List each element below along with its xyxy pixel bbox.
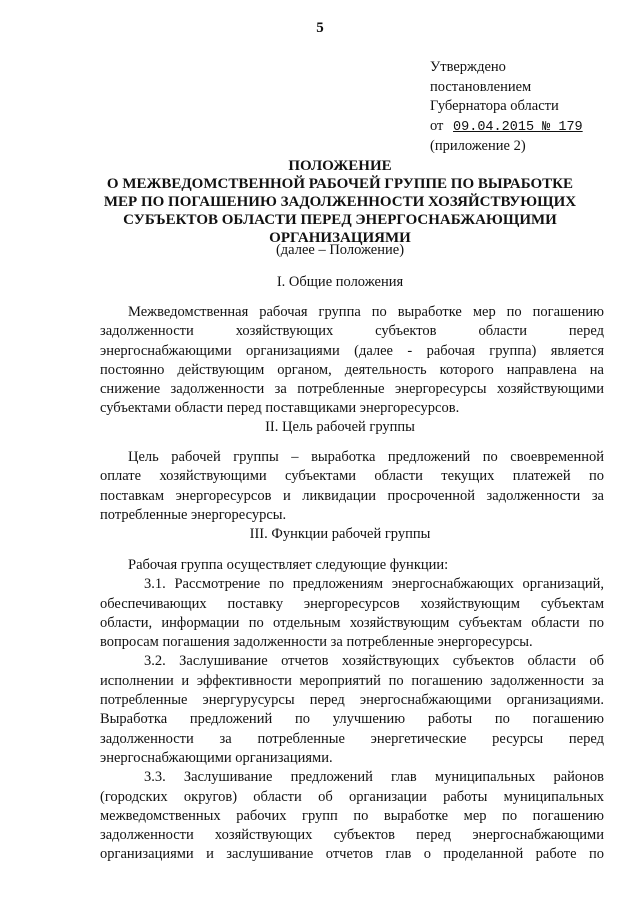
approval-line: Губернатора области <box>430 98 559 114</box>
paragraph-line: субъектами области перед поставщиками энергоресурсов. <box>100 400 460 417</box>
paragraph-line: обеспечивающих поставку энергоресурсов хозяйствующим субъектам <box>100 595 604 612</box>
section-heading: II. Цель рабочей группы <box>265 419 415 435</box>
paragraph <box>100 303 604 419</box>
paragraph-line: поставкам энергоресурсов и ликвидации просроченной задолженности за <box>100 487 604 504</box>
paragraph-line: снижение задолженности за потребленные энергоресурсы хозяйствующими <box>100 381 604 398</box>
section-heading: III. Функции рабочей группы <box>249 526 431 542</box>
page-number: 5 <box>316 20 324 36</box>
approval-line: (приложение 2) <box>430 138 526 154</box>
paragraph-line: энергоснабжающими организациями (далее - рабочая группа) является <box>100 342 604 359</box>
paragraph-line: Межведомственная рабочая группа по выработке мер по погашению <box>128 304 604 320</box>
title-line: МЕР ПО ПОГАШЕНИЮ ЗАДОЛЖЕННОСТИ ХОЗЯЙСТВУЮЩИХ <box>103 194 577 210</box>
approval-prefix: от <box>430 117 444 134</box>
paragraph <box>100 556 604 865</box>
paragraph-line: задолженности за потребленные энергетические ресурсы перед <box>100 730 604 747</box>
approval-date-number: 09.04.2015 № 179 <box>453 119 583 135</box>
approval-line: постановлением <box>430 78 532 95</box>
paragraph-line: вопросам погашения задолженности за потребленные энергоресурсы. <box>100 634 533 651</box>
approval-line: Утверждено <box>430 59 506 75</box>
paragraph-line: потребленные энергурусурсы перед энергоснабжающими организациями. <box>100 692 604 709</box>
paragraph <box>100 448 604 525</box>
paragraph-line: оплате хозяйствующими субъектами области текущих платежей по <box>100 468 604 485</box>
paragraph-line: межведомственных рабочих групп по выработке мер по погашению <box>100 807 604 824</box>
approval-date-line <box>430 117 583 138</box>
paragraph-line: постоянно действующим органом, деятельность которого направлена на <box>100 361 604 378</box>
title-line: ОРГАНИЗАЦИЯМИ <box>269 230 411 246</box>
paragraph-line: 3.3. Заслушивание предложений глав муниципальных районов <box>144 769 604 786</box>
paragraph-line: задолженности хозяйствующих субъектов перед энергоснабжающими <box>100 827 604 844</box>
title-line: ПОЛОЖЕНИЕ <box>288 158 392 174</box>
paragraph-line: Цель рабочей группы – выработка предложений по своевременной <box>128 449 604 465</box>
paragraph-line: области, информации по отдельным хозяйствующим субъектам области по <box>100 614 604 631</box>
paragraph-line: 3.2. Заслушивание отчетов хозяйствующих субъектов области об <box>144 653 604 670</box>
paragraph-line: организациями и заслушивание отчетов глав о проделанной работе по <box>100 846 604 863</box>
title-line: СУБЪЕКТОВ ОБЛАСТИ ПЕРЕД ЭНЕРГОСНАБЖАЮЩИМИ <box>123 212 557 228</box>
paragraph-line: энергоснабжающими организациями. <box>100 749 333 766</box>
paragraph-line: Выработка предложений по улучшению работы по погашению <box>100 711 604 728</box>
section-heading: I. Общие положения <box>276 274 404 290</box>
approval-stamp <box>430 58 583 157</box>
document-title <box>60 157 620 247</box>
document-subtitle: (далее – Положение) <box>275 242 405 258</box>
paragraph-line: задолженности хозяйствующих субъектов области перед <box>100 323 604 340</box>
paragraph-line: Рабочая группа осуществляет следующие функции: <box>128 557 449 573</box>
paragraph-line: (городских округов) области об организации работы муниципальных <box>100 788 604 805</box>
title-line: О МЕЖВЕДОМСТВЕННОЙ РАБОЧЕЙ ГРУППЕ ПО ВЫРАБОТКЕ <box>106 176 574 192</box>
paragraph-line: 3.1. Рассмотрение по предложениям энергоснабжающих организаций, <box>144 576 604 593</box>
paragraph-line: исполнении и эффективности мероприятий по погашению задолженности за <box>100 672 604 689</box>
paragraph-line: потребленные энергоресурсы. <box>100 506 287 523</box>
